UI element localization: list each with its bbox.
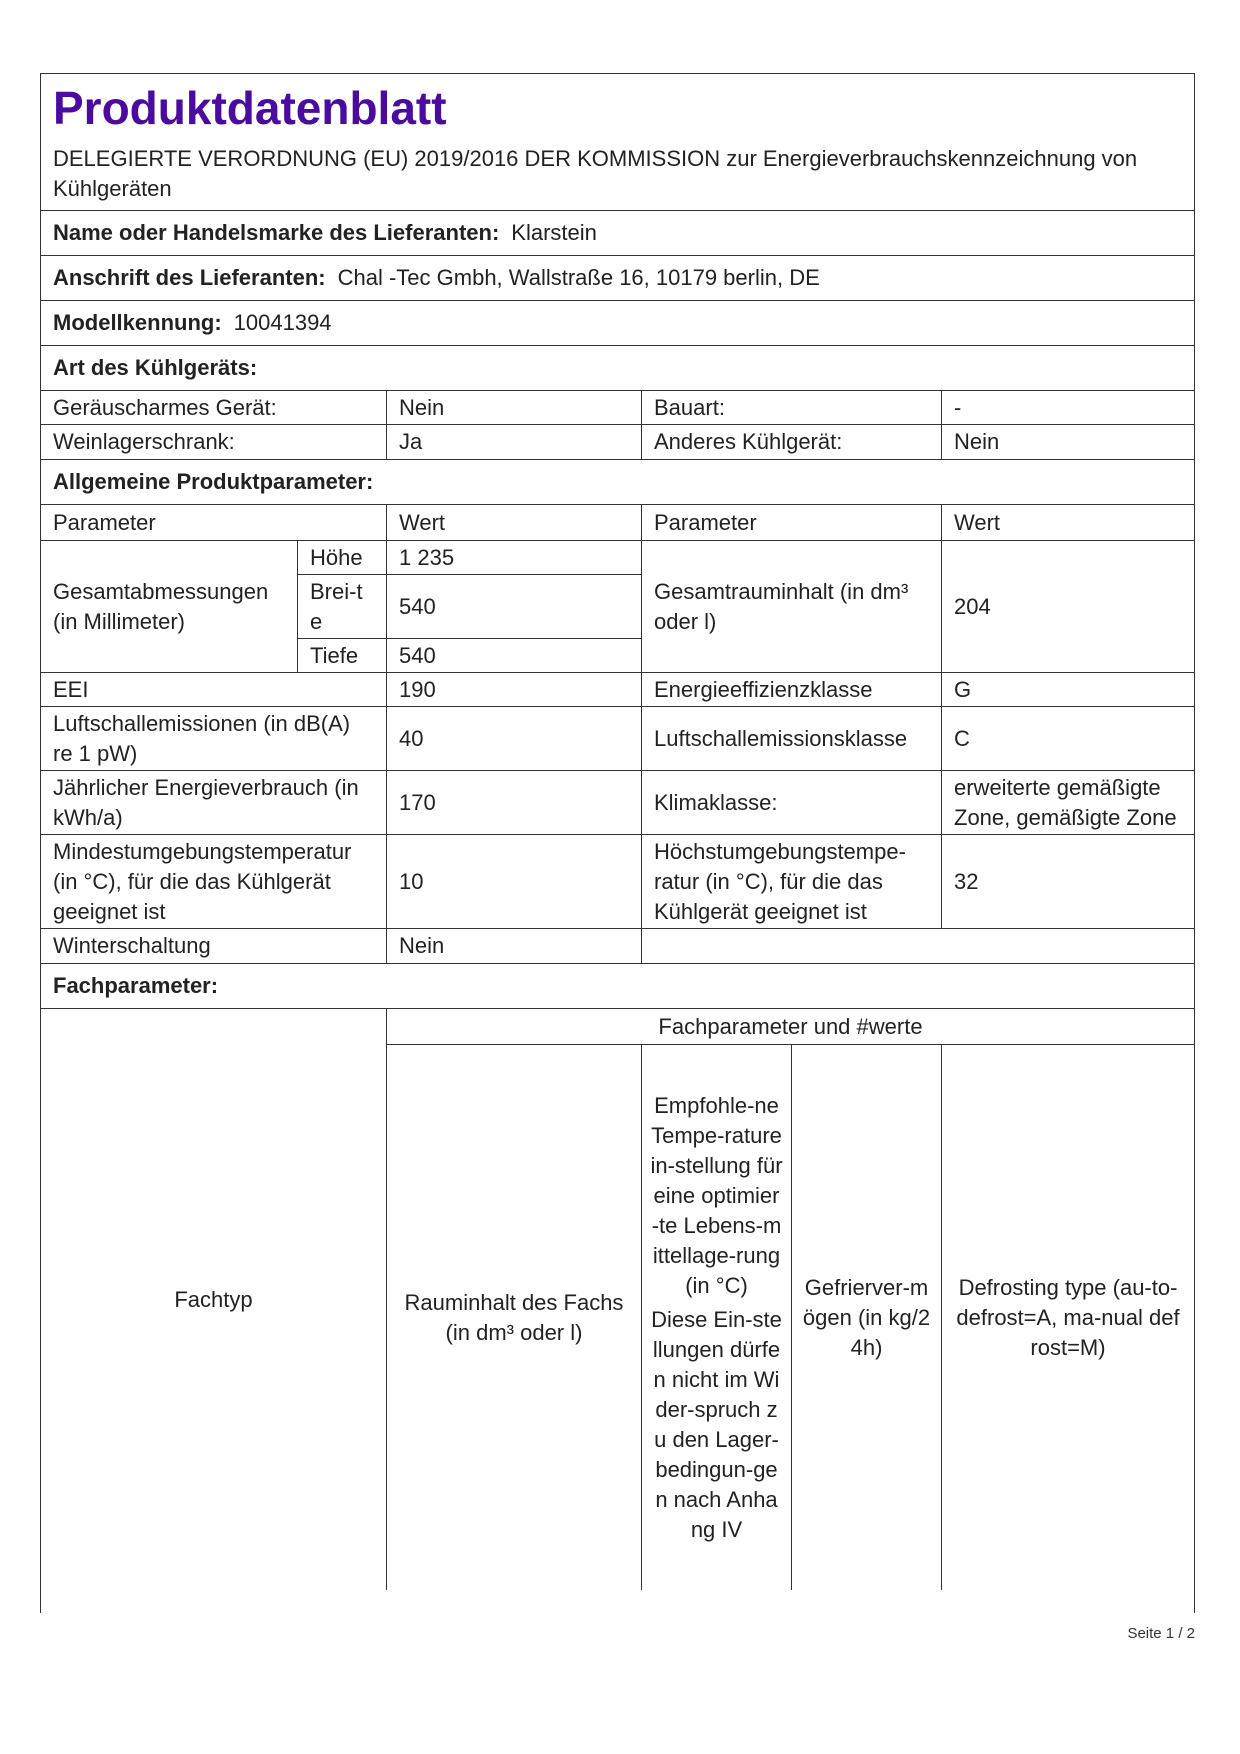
supplier-name-label: Name oder Handelsmarke des Lieferanten: [53,220,500,245]
volume-value: 204 [942,541,1194,673]
height-value: 1 235 [387,541,642,575]
title-block [41,74,1194,211]
param-label: Mindestumgebungstemperatur (in °C), für die das Kühlgerät geeignet ist [41,835,387,929]
supplier-address-row [41,256,1194,301]
general-section-title: Allgemeine Produktparameter: [41,460,1194,505]
type-param: Bauart: [642,391,942,425]
param-value: 170 [387,771,642,835]
regulation-text: DELEGIERTE VERORDNUNG (EU) 2019/2016 DER KOMMISSION zur Energieverbrauchskennzeichnung von Kühlgeräten [53,146,1138,201]
fach-table [41,1009,1194,1590]
param-value: 190 [387,673,642,707]
volume-label: Gesamtrauminhalt (in dm³ oder l) [642,541,942,673]
param-label: EEI [41,673,387,707]
winter-label: Winterschaltung [41,929,387,963]
supplier-name-row [41,211,1194,256]
type-section-title: Art des Kühlgeräts: [41,346,1194,391]
column-header-parameter: Parameter [642,505,942,541]
type-value: Nein [387,391,642,425]
type-param: Geräuscharmes Gerät: [41,391,387,425]
width-label: Brei-te [298,575,387,639]
param-label: Energieeffizienzklasse [642,673,942,707]
winter-value: Nein [387,929,642,963]
depth-label: Tiefe [298,639,387,673]
datasheet [40,73,1195,1613]
param-label: Klimaklasse: [642,771,942,835]
model-row [41,301,1194,346]
temp-note-text: Diese Ein-stellungen dürfen nicht im Wider-spruch zu den Lager-bedingun-gen nach Anhang IV [651,1306,782,1542]
column-header-value: Wert [942,505,1194,541]
param-value: 10 [387,835,642,929]
supplier-name-value: Klarstein [511,220,597,245]
type-value: - [942,391,1194,425]
param-value: erweiterte gemäßigte Zone, gemäßigte Zone [942,771,1194,835]
page-title: Produktdatenblatt [53,82,447,134]
param-value: 32 [942,835,1194,929]
height-label: Höhe [298,541,387,575]
param-value: 40 [387,707,642,771]
supplier-address-value: Chal -Tec Gmbh, Wallstraße 16, 10179 berlin, DE [337,265,820,290]
dimensions-label: Gesamtabmessungen (in Millimeter) [41,541,298,673]
general-table [41,505,1194,964]
param-label: Höchstumgebungstempe-ratur (in °C), für die das Kühlgerät geeignet ist [642,835,942,929]
width-value: 540 [387,575,642,639]
type-param: Weinlagerschrank: [41,425,387,459]
type-value: Ja [387,425,642,459]
type-value: Nein [954,429,1000,454]
depth-value: 540 [387,639,642,673]
type-table [41,391,1194,460]
col-volume: Rauminhalt des Fachs (in dm³ oder l) [387,1045,642,1590]
fach-section-title: Fachparameter: [41,964,1194,1009]
col-defrost-type: Defrosting type (au-to-defrost=A, ma-nual defrost=M) [956,1274,1180,1360]
col-fachtyp: Fachtyp [41,1009,387,1590]
fach-group-header: Fachparameter und #werte [387,1009,1194,1045]
type-param: Anderes Kühlgerät: [642,425,942,459]
col-recommended-temperature [642,1045,792,1590]
param-label: Jährlicher Energieverbrauch (in kWh/a) [41,771,387,835]
model-value: 10041394 [233,310,332,335]
param-value: C [942,707,1194,771]
param-label: Luftschallemissionsklasse [642,707,942,771]
param-label: Luftschallemissionen (in dB(A) re 1 pW) [41,707,387,771]
model-label: Modellkennung: [53,310,222,335]
param-value: G [942,673,1194,707]
empty-cell [642,929,1194,963]
page-number: Seite 1 / 2 [1127,1625,1195,1642]
col-freezing-capacity: Gefrierver-mögen (in kg/24h) [792,1045,942,1590]
temp-recommendation-text: Empfohle-ne Tempe-raturein-stellung für eine optimier-te Lebens-mittellage-rung (in °C) [650,1092,783,1298]
column-header-parameter: Parameter [41,505,387,541]
column-header-value: Wert [387,505,642,541]
supplier-address-label: Anschrift des Lieferanten: [53,265,326,290]
